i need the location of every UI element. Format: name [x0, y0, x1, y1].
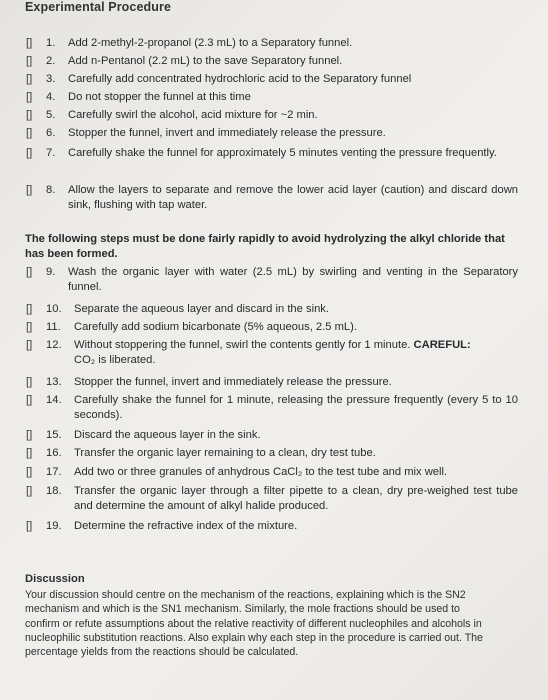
discussion-heading: Discussion — [25, 573, 85, 585]
step-text: Determine the refractive index of the mixture. — [74, 520, 298, 532]
step-text: Carefully add concentrated hydrochloric acid to the Separatory funnel — [68, 73, 412, 85]
step-text: Add two or three granules of anhydrous CaCl₂ to the test tube and mix well. — [74, 466, 448, 478]
step-number: 13. — [46, 376, 62, 388]
careful-label: CAREFUL: — [413, 339, 471, 351]
step-text: Stopper the funnel, invert and immediately release the pressure. — [74, 376, 392, 388]
discussion-text: Your discussion should centre on the mechanism of the reactions, explaining which is the SN2 mechanism and which is the SN1 mechanism. Similarly, the mole fractions should be used to confirm or refute assumptions about the relative reactivity of different nucleophiles and alcohols in nucleophilic substitution reactions. Also explain why each step in the procedure is carried out. The percentage yields from the reactions should be calculated. — [25, 589, 483, 659]
step-number: 1. — [46, 37, 56, 49]
checkbox[interactable]: [] — [26, 73, 33, 85]
procedure-heading: Experimental Procedure — [25, 0, 172, 14]
step-number: 6. — [46, 127, 56, 139]
warning-note: The following steps must be done fairly rapidly to avoid hydrolyzing the alkyl chloride that has been formed. — [25, 233, 505, 260]
step-number: 5. — [46, 109, 56, 121]
step-text: Allow the layers to separate and remove the lower acid layer (caution) and discard down sink, flushing with tap water. — [68, 184, 518, 211]
step-text: Carefully shake the funnel for 1 minute, releasing the pressure frequently (every 5 to 10 seconds). — [74, 394, 518, 421]
step-number: 10. — [46, 303, 62, 315]
checkbox[interactable]: [] — [26, 376, 33, 388]
step-number: 7. — [46, 147, 56, 159]
step-text: Carefully add sodium bicarbonate (5% aqueous, 2.5 mL). — [74, 321, 357, 333]
checkbox[interactable]: [] — [26, 339, 33, 351]
step-text: Discard the aqueous layer in the sink. — [74, 429, 261, 441]
checkbox[interactable]: [] — [26, 520, 33, 532]
checkbox[interactable]: [] — [26, 394, 33, 406]
checkbox[interactable]: [] — [26, 485, 33, 497]
step-text: Transfer the organic layer through a filter pipette to a clean, dry pre-weighed test tube and determine the amount of alkyl halide produced. — [74, 485, 518, 512]
checkbox[interactable]: [] — [26, 55, 33, 67]
step-number: 4. — [46, 91, 56, 103]
step-number: 9. — [46, 266, 56, 278]
checkbox[interactable]: [] — [26, 321, 33, 333]
checkbox[interactable]: [] — [26, 303, 33, 315]
step-number: 11. — [46, 321, 61, 333]
checkbox[interactable]: [] — [26, 184, 33, 196]
checkbox[interactable]: [] — [26, 109, 33, 121]
step-text: Carefully shake the funnel for approximately 5 minutes venting the pressure frequently. — [68, 147, 497, 159]
step-text: Add n-Pentanol (2.2 mL) to the save Separatory funnel. — [68, 55, 343, 67]
checkbox[interactable]: [] — [26, 147, 33, 159]
step-12-second-line: CO₂ is liberated. — [74, 354, 156, 366]
step-number: 19. — [46, 520, 62, 532]
step-number: 12. — [46, 339, 62, 351]
step-text: Stopper the funnel, invert and immediately release the pressure. — [68, 127, 386, 139]
step-text: Transfer the organic layer remaining to a clean, dry test tube. — [74, 447, 376, 459]
step-number: 2. — [46, 55, 56, 67]
step-text: Do not stopper the funnel at this time — [68, 91, 251, 103]
checkbox[interactable]: [] — [26, 266, 33, 278]
checkbox[interactable]: [] — [26, 429, 33, 441]
step-number: 3. — [46, 73, 56, 85]
step-text: Carefully swirl the alcohol, acid mixture for ~2 min. — [68, 109, 318, 121]
checkbox[interactable]: [] — [26, 37, 33, 49]
step-number: 18. — [46, 485, 62, 497]
step-number: 16. — [46, 447, 62, 459]
checkbox[interactable]: [] — [26, 91, 33, 103]
step-text: Wash the organic layer with water (2.5 mL) by swirling and venting in the Separatory funnel. — [68, 266, 518, 293]
step-text — [74, 338, 518, 368]
checkbox[interactable]: [] — [26, 127, 33, 139]
step-number: 15. — [46, 429, 62, 441]
step-number: 17. — [46, 466, 62, 478]
checkbox[interactable]: [] — [26, 466, 33, 478]
step-text: Separate the aqueous layer and discard in the sink. — [74, 303, 329, 315]
step-number: 8. — [46, 184, 56, 196]
step-text: Add 2-methyl-2-propanol (2.3 mL) to a Separatory funnel. — [68, 37, 353, 49]
step-number: 14. — [46, 394, 62, 406]
step-12-main-text: Without stoppering the funnel, swirl the contents gently for 1 minute. — [74, 339, 411, 351]
checkbox[interactable]: [] — [26, 447, 33, 459]
